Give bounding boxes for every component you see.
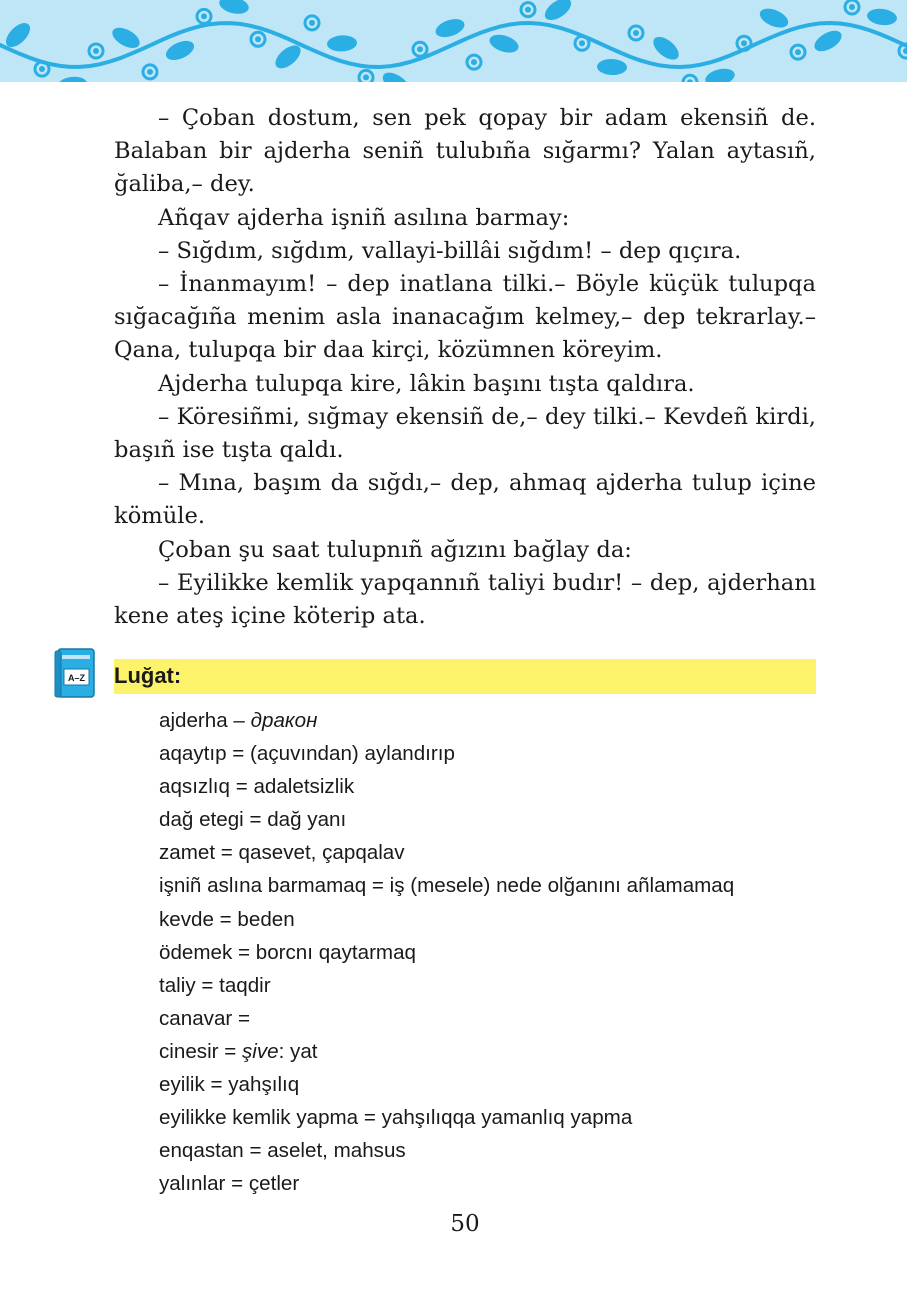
dictionary-icon-label: A–Z [67,673,86,683]
glossary-entry: ajderha – дракон [159,709,318,732]
story-text [114,102,816,633]
paragraph: Ajderha tulupqa kire, lâkin başını tışta qaldıra. [158,370,695,397]
glossary-entry: kevde = beden [159,907,295,931]
glossary-entry: aqaytıp = (açuvından) aylandırıp [159,742,455,766]
glossary-entry: canavar = [159,1006,251,1030]
dictionary-title: Luğat: [114,663,182,688]
glossary-entry: cinesir = şive: yat [159,1039,318,1063]
paragraph: – İnanmayım! – dep inatlana tilki.– Böyle küçük tulupqa sığacağıña menim asla inanacağım kelmey,– dep tekrarlay.– Qana, tulupqa bir daa kirçi, közümnen köreyim. [114,271,816,364]
glossary-entry: taliy = taqdir [159,973,271,997]
dictionary-book-icon [53,647,97,699]
dictionary-heading-bar [114,659,816,694]
glossary-entry: yalınlar = çetler [159,1172,300,1196]
glossary-entry: enqastan = aselet, mahsus [159,1139,406,1163]
paragraph: Añqav ajderha işniñ asılına barmay: [158,204,570,231]
decorative-banner [0,0,907,82]
glossary-entry: eyilik = yahşılıq [159,1073,300,1097]
glossary-entry: işniñ aslına barmamaq = iş (mesele) nede olğanını añlamamaq [159,874,735,898]
paragraph: – Çoban dostum, sen pek qopay bir adam ekensiñ de. Balaban bir ajderha seniñ tulubıña sığarmı? Yalan aytasıñ, ğaliba,– dey. [114,105,816,198]
paragraph: Çoban şu saat tulupnıñ ağızını bağlay da: [158,536,632,563]
glossary-entry: ödemek = borcnı qaytarmaq [159,940,416,964]
glossary-list [159,704,839,1200]
paragraph: – Köresiñmi, sığmay ekensiñ de,– dey tilki.– Kevdeñ kirdi, başıñ ise tışta qaldı. [114,403,816,464]
glossary-entry: dağ etegi = dağ yanı [159,808,347,832]
paragraph: – Mına, başım da sığdı,– dep, ahmaq ajderha tulup içine kömüle. [114,470,816,530]
paragraph: – Sığdım, sığdım, vallayi-billâi sığdım! – dep qıçıra. [158,237,742,264]
floral-ornament-icon [0,0,907,82]
paragraph: – Eyilikke kemlik yapqannıñ taliyi budır! – dep, ajderhanı kene ateş içine köterip ata. [114,569,816,630]
glossary-entry: zamet = qasevet, çapqalav [159,841,405,865]
glossary-entry: aqsızlıq = adaletsizlik [159,775,355,799]
glossary-entry: eyilikke kemlik yapma = yahşılıqqa yamanlıq yapma [159,1106,633,1130]
page-number: 50 [450,1211,480,1237]
